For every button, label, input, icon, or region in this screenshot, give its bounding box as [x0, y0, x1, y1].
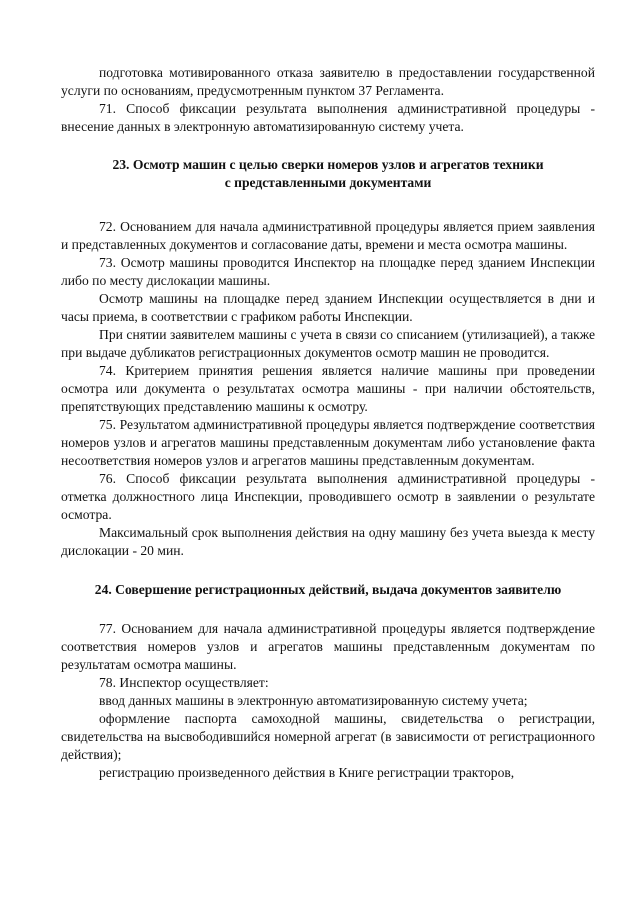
- paragraph-74: 74. Критерием принятия решения является наличие машины при проведении осмотра или документа о результатах осмотра машины - при наличии обстоятельств, препятствующих представлению машины к осмотру.: [61, 363, 595, 414]
- spacer: [61, 136, 595, 156]
- paragraph-72: 72. Основанием для начала административной процедуры является прием заявления и представленных документов и согласование даты, времени и места осмотра машины.: [61, 219, 595, 252]
- paragraph-data-entry: ввод данных машины в электронную автоматизированную систему учета;: [99, 693, 528, 708]
- paragraph-deregistration: При снятии заявителем машины с учета в связи со списанием (утилизацией), а также при выдаче дубликатов регистрационных документов осмотр машин не проводится.: [61, 327, 595, 360]
- paragraph-passport: оформление паспорта самоходной машины, свидетельства о регистрации, свидетельства на высвободившийся номерной агрегат (в зависимости от регистрационного действия);: [61, 711, 595, 762]
- paragraph-78: 78. Инспектор осуществляет:: [99, 675, 269, 690]
- paragraph-registration-book: регистрацию произведенного действия в Книге регистрации тракторов,: [99, 765, 515, 780]
- paragraph-75: 75. Результатом административной процедуры является подтверждение соответствия номеров узлов и агрегатов машины представленным документам либо установление факта несоответствия номеров узлов и агрегатов машины представленным документам.: [61, 417, 595, 468]
- paragraph-intro-1: подготовка мотивированного отказа заявителю в предоставлении государственной услуги по основаниям, предусмотренным пунктом 37 Регламента.: [61, 65, 595, 98]
- paragraph-73: 73. Осмотр машины проводится Инспектор на площадке перед зданием Инспекции либо по месту дислокации машины.: [61, 255, 595, 288]
- paragraph-77: 77. Основанием для начала административной процедуры является подтверждение соответствия номеров узлов и агрегатов машины представленным документам по результатам осмотра машины.: [61, 621, 595, 672]
- paragraph-inspection-schedule: Осмотр машины на площадке перед зданием Инспекции осуществляется в дни и часы приема, в соответствии с графиком работы Инспекции.: [61, 291, 595, 324]
- spacer: [61, 560, 595, 581]
- paragraph-max-time: Максимальный срок выполнения действия на одну машину без учета выезда к месту дислокации - 20 мин.: [61, 525, 595, 558]
- section-23-heading-line1: 23. Осмотр машин с целью сверки номеров узлов и агрегатов техники: [112, 157, 544, 172]
- section-24-heading: 24. Совершение регистрационных действий, выдача документов заявителю: [94, 582, 562, 597]
- paragraph-76: 76. Способ фиксации результата выполнения административной процедуры - отметка должностного лица Инспекции, проводившего осмотр в заявлении о результате осмотра.: [61, 471, 595, 522]
- spacer: [61, 599, 595, 620]
- section-23-heading-line2: с представленными документами: [224, 175, 432, 190]
- document-body: [61, 64, 595, 782]
- paragraph-71: 71. Способ фиксации результата выполнения административной процедуры - внесение данных в электронную автоматизированную систему учета.: [61, 101, 595, 134]
- spacer: [61, 192, 595, 218]
